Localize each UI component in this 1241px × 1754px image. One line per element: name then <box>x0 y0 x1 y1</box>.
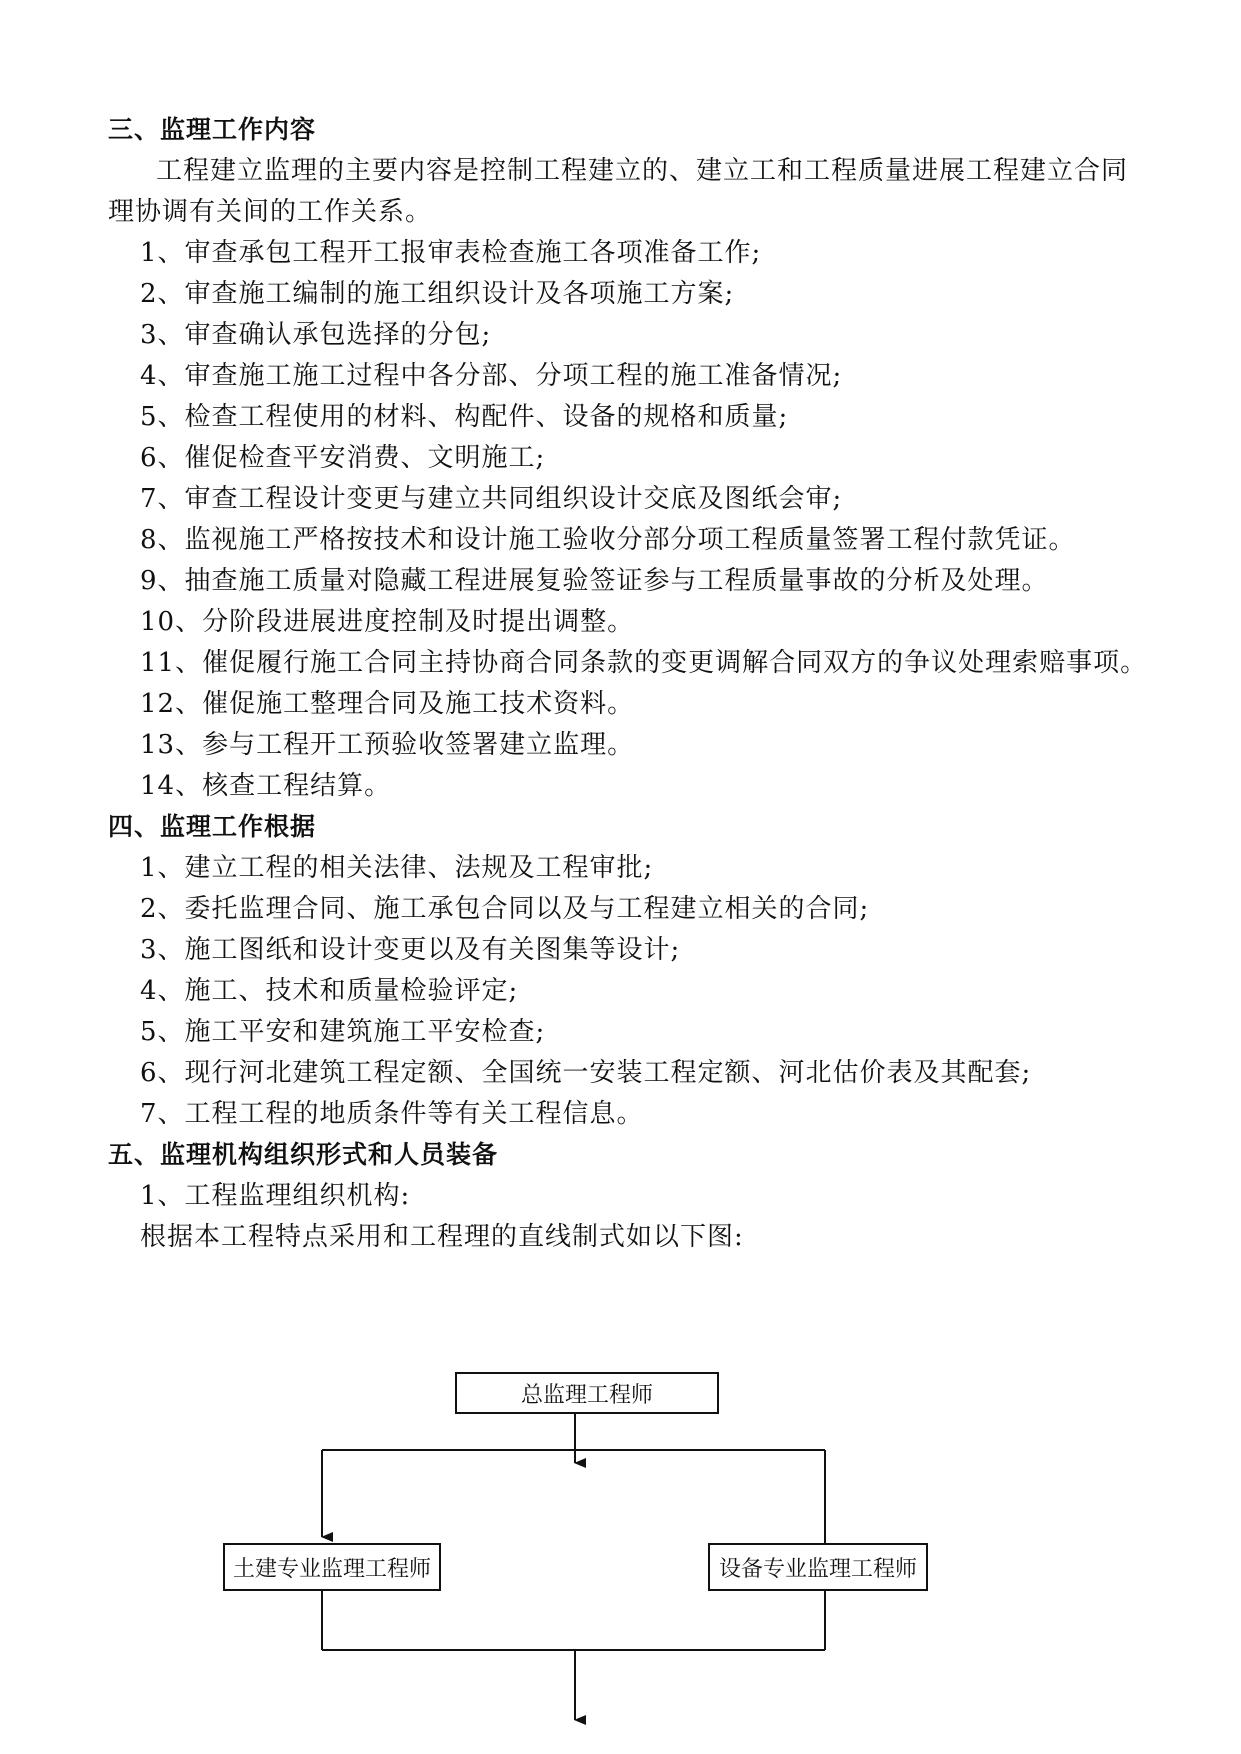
section-3-item: 7、审查工程设计变更与建立共同组织设计交底及图纸会审; <box>140 484 843 514</box>
section-3-item: 1、审查承包工程开工报审表检查施工各项准备工作; <box>140 238 762 268</box>
section-5-item-2: 根据本工程特点采用和工程理的直线制式如以下图: <box>140 1222 744 1252</box>
section-3-intro-line-2: 理协调有关间的工作关系。 <box>108 197 433 227</box>
section-4-item: 2、委托监理合同、施工承包合同以及与工程建立相关的合同; <box>140 894 870 924</box>
section-5-title: 五、监理机构组织形式和人员装备 <box>108 1140 499 1169</box>
section-4-item: 1、建立工程的相关法律、法规及工程审批; <box>140 853 654 883</box>
section-4-item: 5、施工平安和建筑施工平安检查; <box>140 1017 546 1047</box>
section-4-item: 3、施工图纸和设计变更以及有关图集等设计; <box>140 935 681 965</box>
org-box-chief-supervisor-label: 总监理工程师 <box>520 1382 653 1408</box>
section-3-item: 6、催促检查平安消费、文明施工; <box>140 443 546 473</box>
org-box-equipment-engineer <box>708 1543 928 1591</box>
section-3-item: 13、参与工程开工预验收签署建立监理。 <box>140 730 635 760</box>
section-3-title: 三、监理工作内容 <box>108 115 317 144</box>
section-3-item: 11、催促履行施工合同主持协商合同条款的变更调解合同双方的争议处理索赔事项。 <box>140 648 1148 678</box>
section-3-item: 10、分阶段进展进度控制及时提出调整。 <box>140 607 635 637</box>
section-3-item: 2、审查施工编制的施工组织设计及各项施工方案; <box>140 279 735 309</box>
org-box-civil-engineer <box>223 1543 441 1591</box>
section-5-item-1: 1、工程监理组织机构: <box>140 1181 411 1211</box>
section-3-item: 4、审查施工施工过程中各分部、分项工程的施工准备情况; <box>140 361 843 391</box>
section-3-intro-line-1: 工程建立监理的主要内容是控制工程建立的、建立工和工程质量进展工程建立合同 <box>156 156 1129 186</box>
section-4-item: 6、现行河北建筑工程定额、全国统一安装工程定额、河北估价表及其配套; <box>140 1058 1032 1088</box>
section-3-item: 3、审查确认承包选择的分包; <box>140 320 492 350</box>
section-3-item: 14、核查工程结算。 <box>140 771 392 801</box>
section-4-item: 7、工程工程的地质条件等有关工程信息。 <box>140 1099 644 1129</box>
org-box-equipment-engineer-label: 设备专业监理工程师 <box>718 1556 917 1582</box>
section-3-item: 9、抽查施工质量对隐藏工程进展复验签证参与工程质量事故的分析及处理。 <box>140 566 1049 596</box>
section-3-item: 5、检查工程使用的材料、构配件、设备的规格和质量; <box>140 402 789 432</box>
section-4-title: 四、监理工作根据 <box>108 812 317 841</box>
org-box-chief-supervisor <box>455 1372 719 1414</box>
section-4-item: 4、施工、技术和质量检验评定; <box>140 976 519 1006</box>
section-3-item: 12、催促施工整理合同及施工技术资料。 <box>140 689 635 719</box>
org-box-civil-engineer-label: 土建专业监理工程师 <box>232 1556 431 1582</box>
section-3-item: 8、监视施工严格按技术和设计施工验收分部分项工程质量签署工程付款凭证。 <box>140 525 1076 555</box>
